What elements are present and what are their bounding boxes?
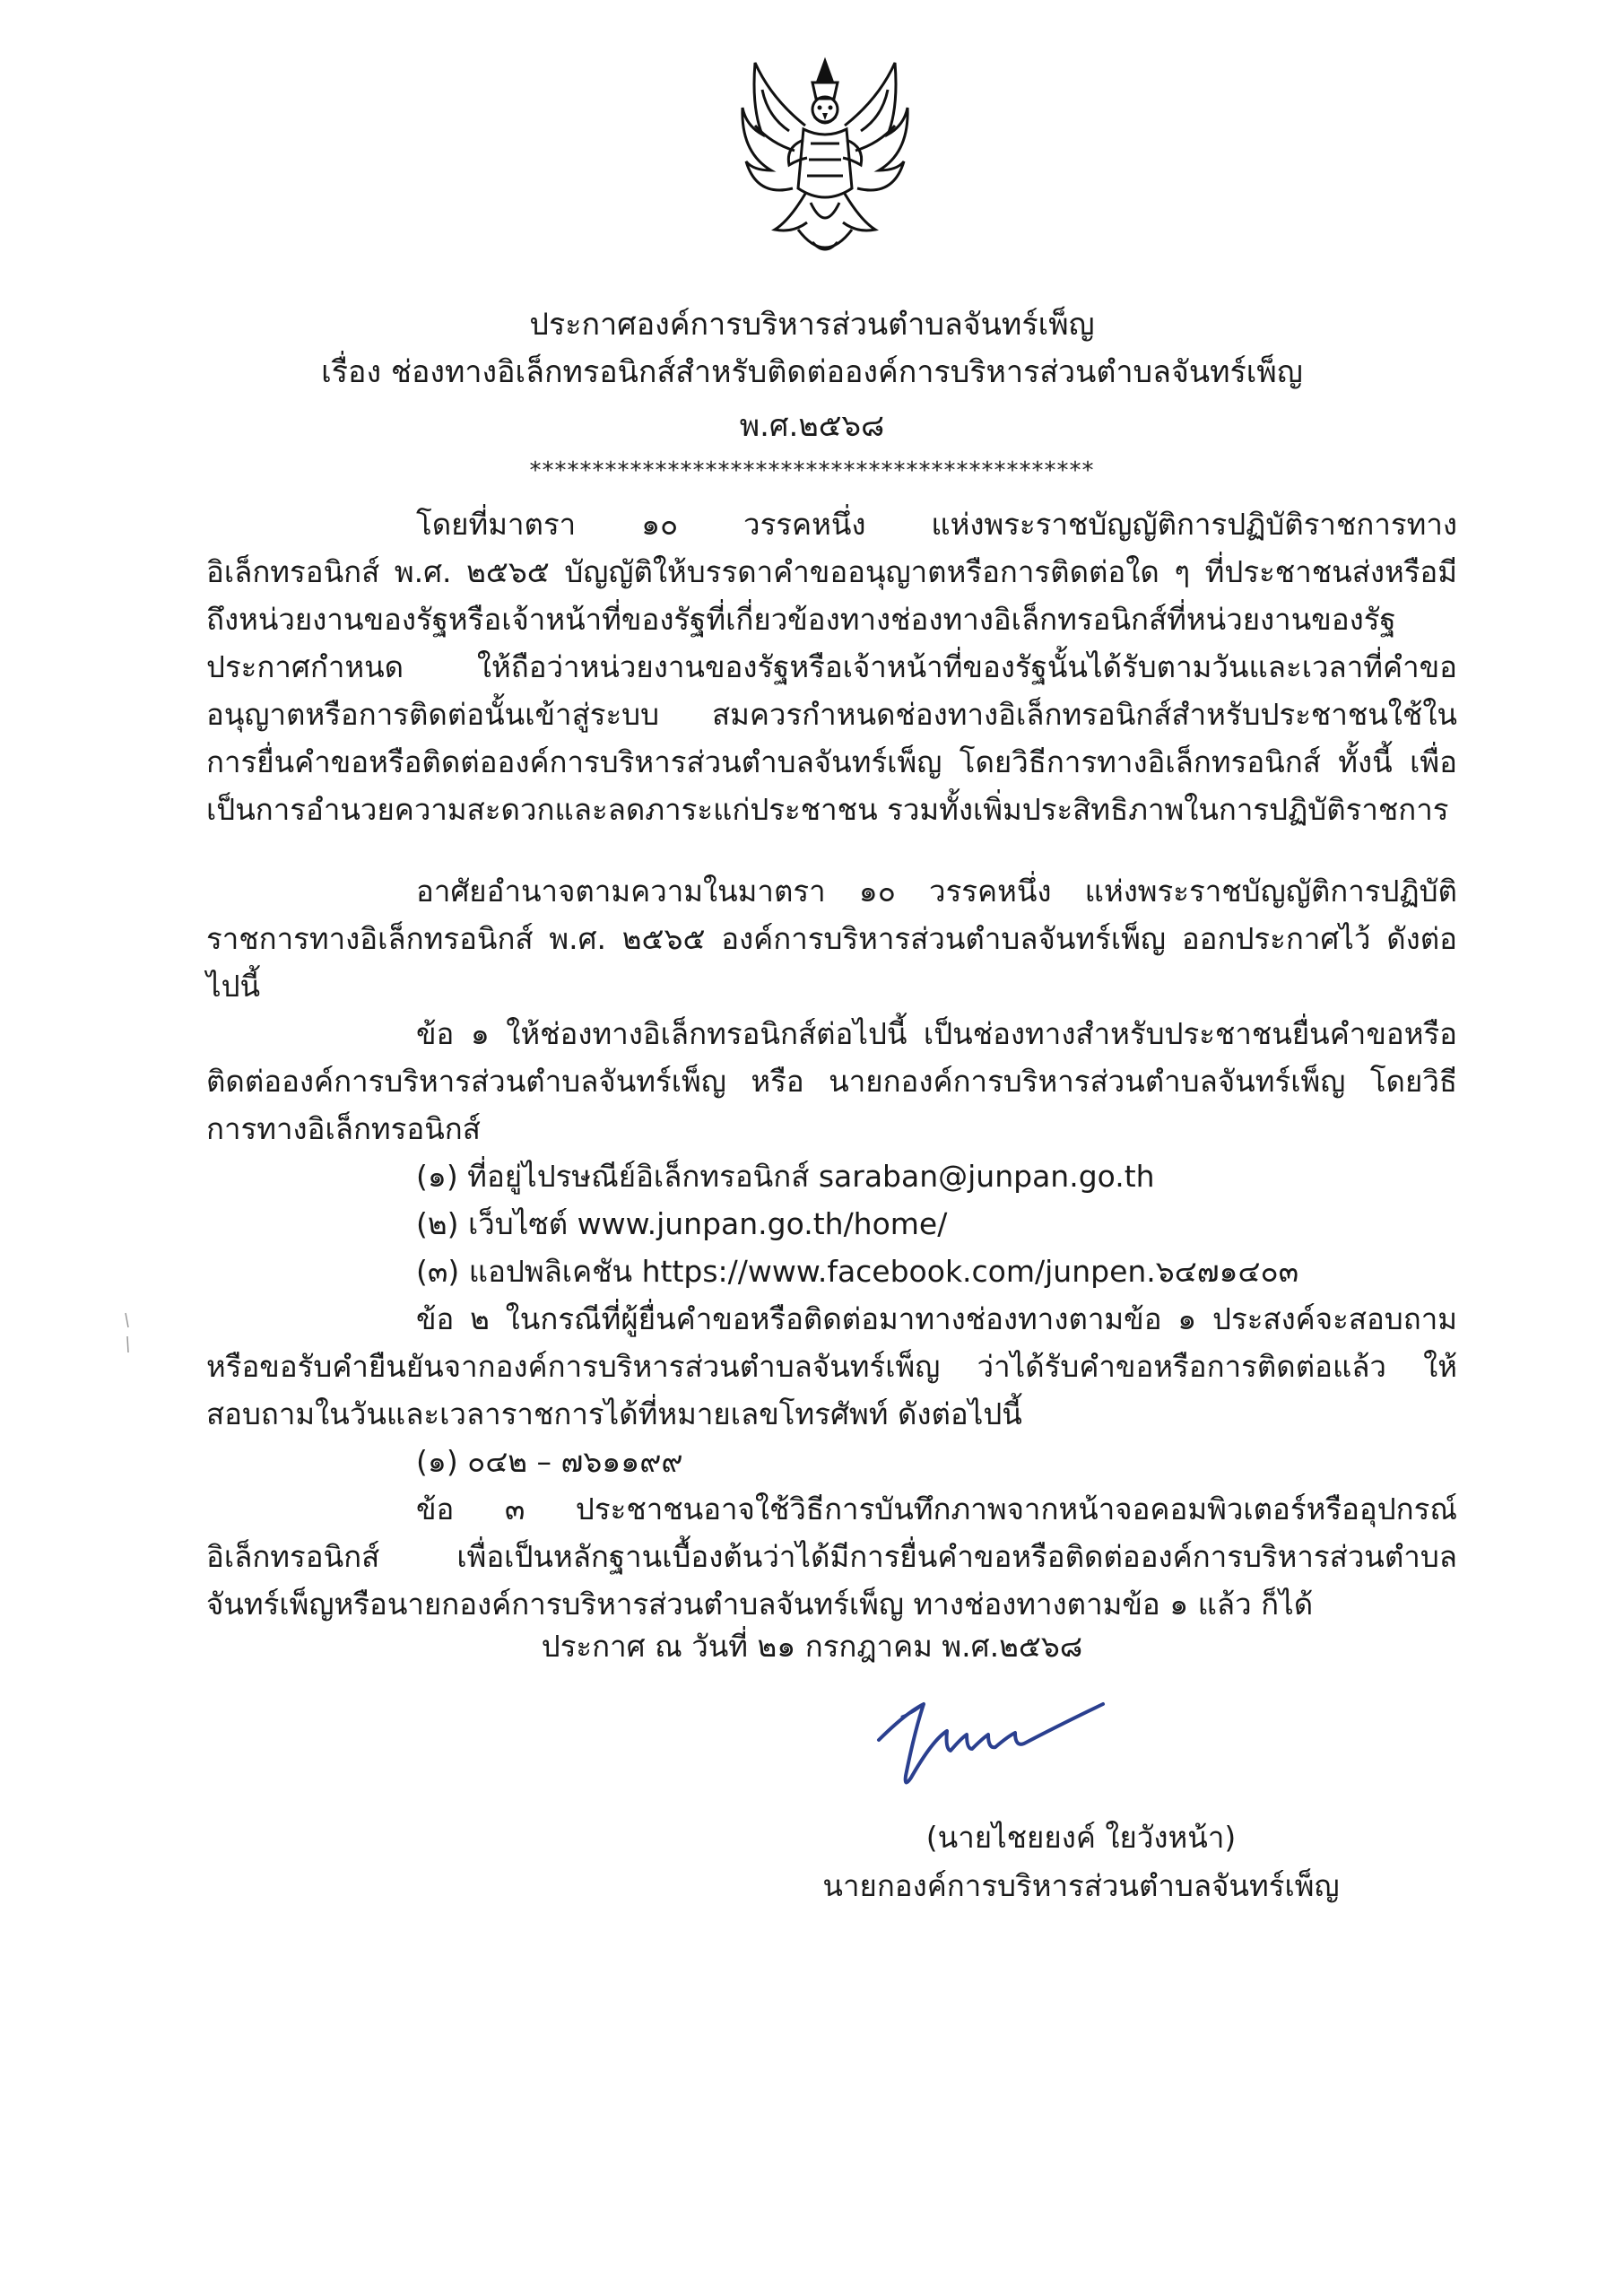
authority-paragraph: อาศัยอำนาจตามความในมาตรา ๑๐ วรรคหนึ่ง แห่งพระราชบัญญัติการปฏิบัติราชการทางอิเล็กทรอนิกส์ พ.ศ. ๒๕๖๕ องค์การบริหารส่วนตำบลจันทร์เพ็ญ ออกประกาศไว้ ดังต่อไปนี้: [206, 874, 1457, 1004]
signer-name: (นายไชยยงค์ ใยวังหน้า): [925, 1820, 1237, 1855]
announcement-year: พ.ศ.๒๕๖๘: [739, 408, 885, 444]
announcement-subject: เรื่อง ช่องทางอิเล็กทรอนิกส์สำหรับติดต่อองค์การบริหารส่วนตำบลจันทร์เพ็ญ: [321, 354, 1303, 390]
announcement-body: [206, 500, 1457, 1628]
clause-1: ข้อ ๑ ให้ช่องทางอิเล็กทรอนิกส์ต่อไปนี้ เป็นช่องทางสำหรับประชาชนยื่นคำขอหรือติดต่อองค์การบริหารส่วนตำบลจันทร์เพ็ญ หรือ นายกองค์การบริหารส่วนตำบลจันทร์เพ็ญ โดยวิธีการทางอิเล็กทรอนิกส์: [206, 1016, 1457, 1146]
phone-number: (๑) ๐๔๒ – ๗๖๑๑๙๙: [416, 1444, 683, 1479]
channel-website: (๒) เว็บไซต์ www.junpan.go.th/home/: [416, 1206, 948, 1241]
announcement-org-title: ประกาศองค์การบริหารส่วนตำบลจันทร์เพ็ญ: [529, 307, 1095, 343]
clause-3: ข้อ ๓ ประชาชนอาจใช้วิธีการบันทึกภาพจากหน้าจอคอมพิวเตอร์หรืออุปกรณ์อิเล็กทรอนิกส์ เพื่อเป็นหลักฐานเบื้องต้นว่าได้มีการยื่นคำขอหรือติดต่อองค์การบริหารส่วนตำบลจันทร์เพ็ญหรือนายกองค์การบริหารส่วนตำบลจันทร์เพ็ญ ทางช่องทางตามข้อ ๑ แล้ว ก็ได้: [206, 1492, 1457, 1622]
clause-2: ข้อ ๒ ในกรณีที่ผู้ยื่นคำขอหรือติดต่อมาทางช่องทางตามข้อ ๑ ประสงค์จะสอบถามหรือขอรับคำยืนยันจากองค์การบริหารส่วนตำบลจันทร์เพ็ญ ว่าได้รับคำขอหรือการติดต่อแล้ว ให้สอบถามในวันและเวลาราชการได้ที่หมายเลขโทรศัพท์ ดังต่อไปนี้: [206, 1301, 1457, 1431]
signer-position: นายกองค์การบริหารส่วนตำบลจันทร์เพ็ญ: [822, 1868, 1340, 1903]
channel-email: (๑) ที่อยู่ไปรษณีย์อิเล็กทรอนิกส์ saraban@junpan.go.th: [416, 1159, 1155, 1194]
handwritten-signature-icon: [861, 1677, 1112, 1812]
garuda-emblem-icon: [735, 54, 915, 269]
preamble-paragraph: โดยที่มาตรา ๑๐ วรรคหนึ่ง แห่งพระราชบัญญัติการปฏิบัติราชการทางอิเล็กทรอนิกส์ พ.ศ. ๒๕๖๕ บัญญัติให้บรรดาคำขออนุญาตหรือการติดต่อใด ๆ ที่ประชาชนส่งหรือมีถึงหน่วยงานของรัฐหรือเจ้าหน้าที่ของรัฐที่เกี่ยวข้องทางช่องทางอิเล็กทรอนิกส์ที่หน่วยงานของรัฐประกาศกำหนด ให้ถือว่าหน่วยงานของรัฐหรือเจ้าหน้าที่ของรัฐนั้นได้รับตามวันและเวลาที่คำขออนุญาตหรือการติดต่อนั้นเข้าสู่ระบบ สมควรกำหนดช่องทางอิเล็กทรอนิกส์สำหรับประชาชนใช้ในการยื่นคำขอหรือติดต่อองค์การบริหารส่วนตำบลจันทร์เพ็ญ โดยวิธีการทางอิเล็กทรอนิกส์ ทั้งนี้ เพื่อเป็นการอำนวยความสะดวกและลดภาระแก่ประชาชน รวมทั้งเพิ่มประสิทธิภาพในการปฏิบัติราชการ: [206, 507, 1457, 827]
separator-line: *********************************************: [529, 457, 1095, 484]
margin-mark-icon: [124, 1311, 131, 1356]
channel-application: (๓) แอปพลิเคชัน https://www.facebook.com/junpen.๖๔๗๑๔๐๓: [416, 1254, 1299, 1289]
announcement-date: ประกาศ ณ วันที่ ๒๑ กรกฎาคม พ.ศ.๒๕๖๘: [541, 1629, 1083, 1664]
